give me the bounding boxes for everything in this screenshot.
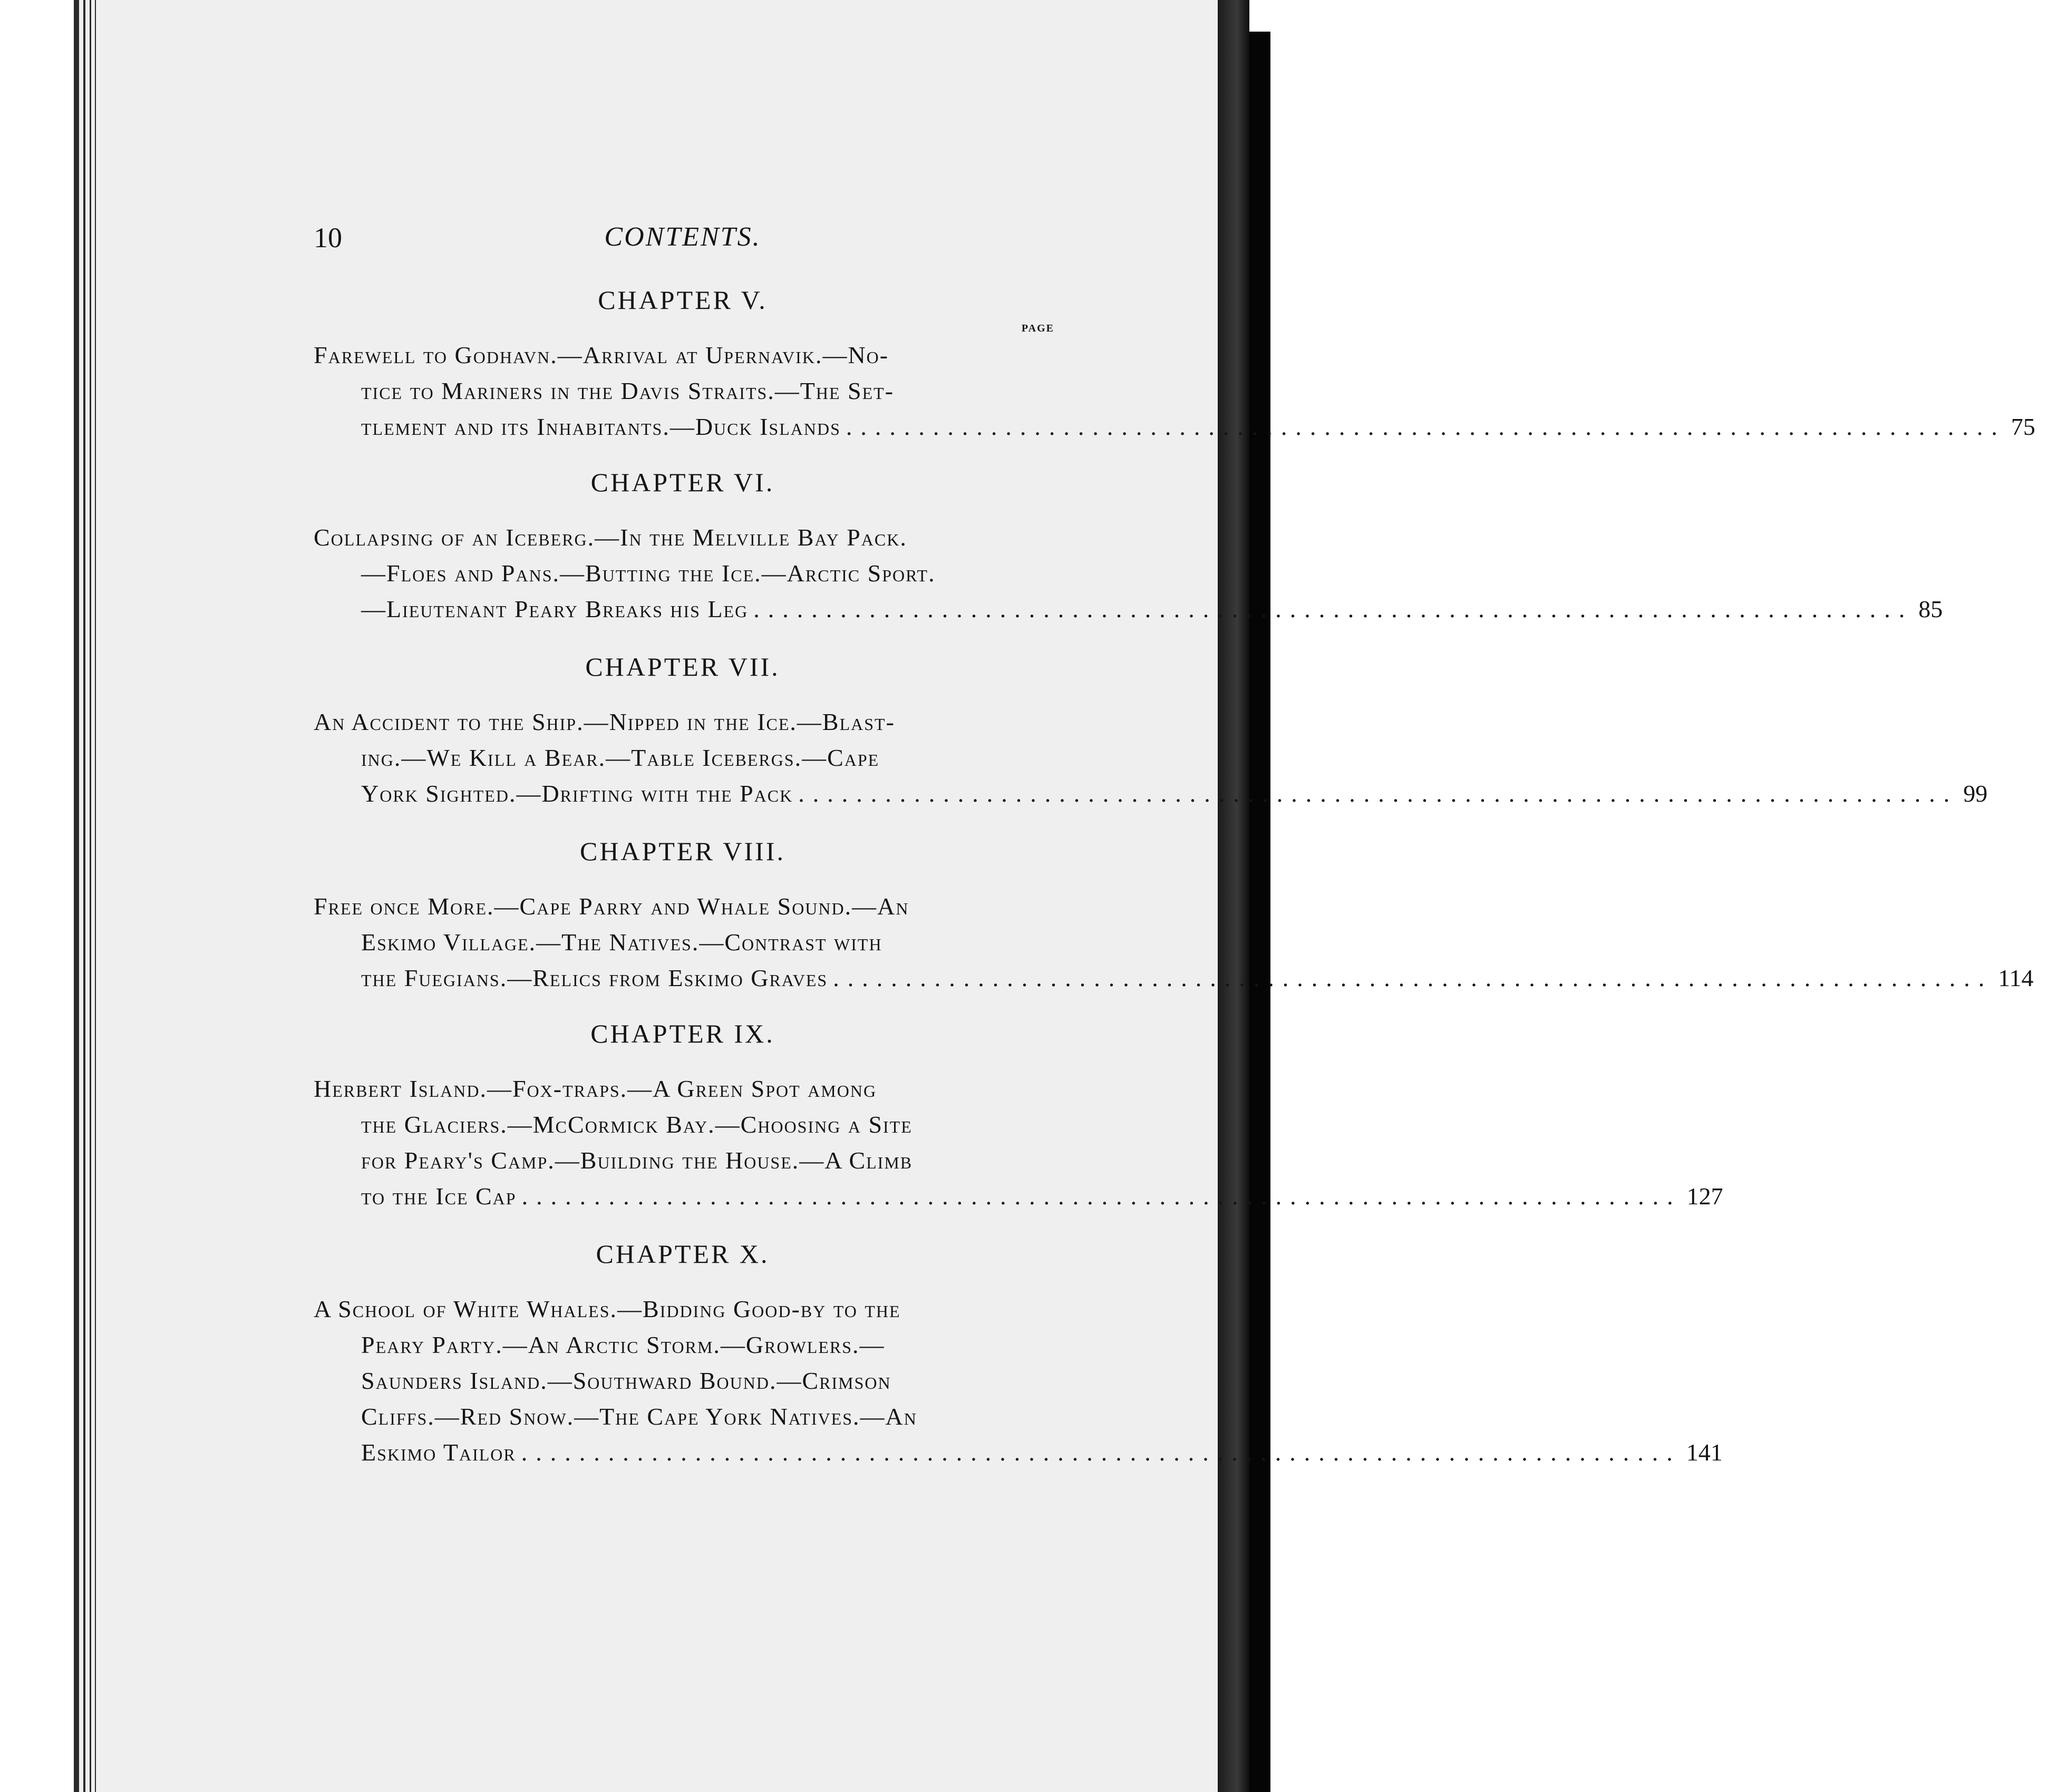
page-reference: 141 [1686, 1439, 1723, 1466]
dot-leader: ................................................................................ [753, 596, 1914, 622]
chapter-summary [314, 520, 1943, 627]
summary-line: to the Ice Cap ................................................................................ 127 [314, 1179, 1052, 1214]
chapter-summary [314, 1071, 1723, 1214]
chapter-entry [314, 285, 2035, 445]
page-edge [90, 0, 91, 1792]
chapter-summary [314, 889, 2034, 996]
chapter-heading: CHAPTER VIII. [580, 836, 785, 866]
dot-leader: ................................................................................ [521, 1183, 1682, 1210]
summary-line: the Fuegians.—Relics from Eskimo Graves ................................................................................ 114 [314, 960, 1052, 996]
dot-leader: ................................................................................ [521, 1439, 1681, 1466]
summary-line: for Peary's Camp.—Building the House.—A Climb [361, 1147, 913, 1174]
summary-line: A School of White Whales.—Bidding Good-by to the [314, 1296, 901, 1322]
summary-line: Saunders Island.—Southward Bound.—Crimson [361, 1367, 891, 1394]
chapter-entry [314, 1018, 1723, 1214]
page-edge [74, 0, 79, 1792]
page-reference: 85 [1918, 596, 1943, 622]
chapter-list [314, 285, 2035, 1470]
summary-line: Farewell to Godhavn.—Arrival at Upernavik.—No- [314, 342, 889, 368]
summary-line: tice to Mariners in the Davis Straits.—The Set- [361, 377, 895, 404]
dot-leader: ................................................................................ [798, 780, 1958, 807]
page-reference: 127 [1686, 1183, 1723, 1210]
chapter-summary [314, 704, 1988, 812]
summary-line: tlement and its Inhabitants.—Duck Islands ................................................................................ 75 [314, 409, 1052, 445]
page-number: 10 [314, 222, 342, 254]
summary-line: the Glaciers.—McCormick Bay.—Choosing a Site [361, 1111, 913, 1138]
page-edge [95, 0, 96, 1792]
binding-shadow [1218, 0, 1249, 1792]
summary-line: —Floes and Pans.—Butting the Ice.—Arctic Sport. [361, 560, 936, 587]
chapter-heading: CHAPTER VII. [585, 652, 780, 681]
page-reference: 75 [2011, 413, 2035, 440]
page-reference: 114 [1998, 965, 2034, 991]
chapter-heading: CHAPTER X. [596, 1239, 770, 1269]
page-reference: 99 [1963, 780, 1988, 807]
chapter-heading: CHAPTER V. [598, 285, 768, 315]
summary-line: Collapsing of an Iceberg.—In the Melville Bay Pack. [314, 524, 907, 551]
dot-leader: ................................................................................ [833, 965, 1993, 991]
summary-line: ing.—We Kill a Bear.—Table Icebergs.—Cape [361, 744, 880, 771]
summary-line: —Lieutenant Peary Breaks his Leg ................................................................................ 85 [314, 591, 1052, 627]
summary-line: Free once More.—Cape Parry and Whale Sound.—An [314, 893, 909, 920]
summary-line: York Sighted.—Drifting with the Pack ................................................................................ 99 [314, 776, 1052, 812]
summary-line: Eskimo Village.—The Natives.—Contrast with [361, 929, 882, 956]
chapter-entry [314, 651, 1988, 812]
contents-text [314, 221, 2035, 1470]
page-column-label: PAGE [1021, 323, 1054, 334]
summary-line: Cliffs.—Red Snow.—The Cape York Natives.—An [361, 1403, 917, 1430]
page-edge [83, 0, 85, 1792]
chapter-heading: CHAPTER VI. [590, 468, 775, 497]
chapter-heading: CHAPTER IX. [590, 1019, 775, 1048]
chapter-summary [314, 337, 2035, 445]
chapter-entry [314, 836, 2034, 996]
dot-leader: ................................................................................ [846, 413, 2006, 440]
page-header [314, 221, 1052, 274]
summary-line: An Accident to the Ship.—Nipped in the Ice.—Blast- [314, 708, 895, 735]
binding-shadow [1249, 32, 1270, 1792]
summary-line: Peary Party.—An Arctic Storm.—Growlers.— [361, 1331, 885, 1358]
summary-line: Eskimo Tailor ................................................................................ 141 [314, 1435, 1052, 1470]
running-title: CONTENTS. [604, 222, 761, 252]
summary-line: Herbert Island.—Fox-traps.—A Green Spot among [314, 1075, 877, 1102]
chapter-entry [314, 467, 1943, 627]
chapter-summary [314, 1291, 1723, 1470]
chapter-entry [314, 1239, 1723, 1470]
